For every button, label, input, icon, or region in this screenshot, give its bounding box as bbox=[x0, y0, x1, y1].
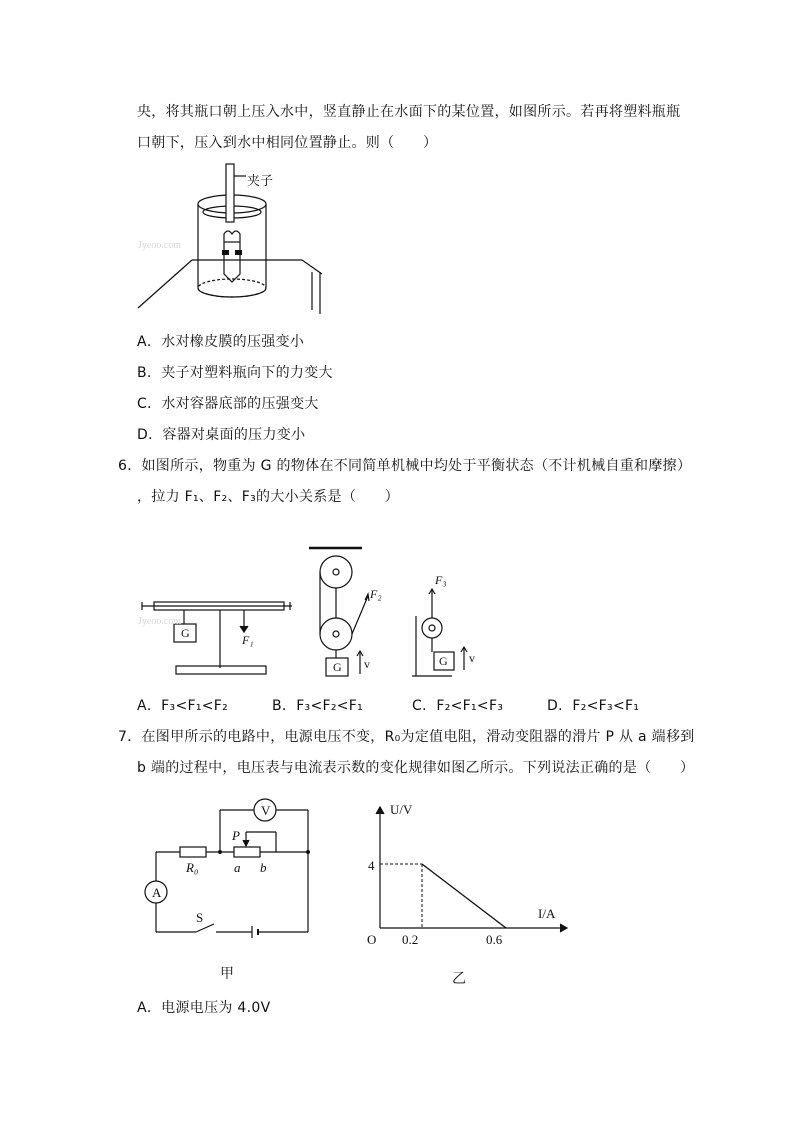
q7-option-a: A．电源电压为 4.0V bbox=[137, 1000, 271, 1016]
watermark-text-2: Jyeoo.com bbox=[138, 616, 182, 627]
q5-option-c: C．水对容器底部的压强变大 bbox=[137, 396, 319, 412]
q6-text-line1: 6．如图所示，物重为 G 的物体在不同简单机械中均处于平衡状态（不计机械自重和摩擦） bbox=[118, 458, 692, 474]
switch-label: S bbox=[196, 910, 204, 925]
q5-option-a: A．水对橡皮膜的压强变小 bbox=[137, 334, 305, 350]
series-line bbox=[422, 864, 506, 928]
q6-pulley-v-label: v bbox=[469, 651, 475, 665]
resistor-label: R₀ bbox=[186, 860, 199, 875]
q6-text-line2: ，拉力 F₁、F₂、F₃的大小关系是（ ） bbox=[137, 489, 400, 505]
q6-f1-label: F₁ bbox=[242, 633, 254, 647]
end-a-label: a bbox=[234, 860, 241, 875]
q6-block-weight-label: G bbox=[333, 660, 342, 674]
x-tick-label-2: 0.6 bbox=[486, 932, 503, 947]
q6-block-v-label: v bbox=[364, 657, 370, 671]
q6-machines-figure bbox=[134, 540, 494, 690]
x-tick-label-1: 0.2 bbox=[402, 932, 419, 947]
ammeter-label: A bbox=[152, 885, 162, 900]
q6-option-c: C．F₂<F₁<F₃ bbox=[412, 698, 504, 714]
q5-text-line2: 口朝下，压入到水中相同位置静止。则（ ） bbox=[137, 135, 438, 151]
voltmeter-label: V bbox=[261, 803, 271, 818]
y-tick-label: 4 bbox=[368, 858, 375, 873]
q7-text-line1: 7．在图甲所示的电路中，电源电压不变，R₀为定值电阻，滑动变阻器的滑片 P 从 a 端移到 bbox=[118, 729, 695, 745]
end-b-label: b bbox=[260, 860, 267, 875]
q5-option-b: B．夹子对塑料瓶向下的力变大 bbox=[137, 365, 333, 381]
q5-option-d: D．容器对桌面的压力变小 bbox=[137, 427, 306, 443]
x-axis-label: I/A bbox=[538, 906, 556, 921]
q6-option-a: A．F₃<F₁<F₂ bbox=[137, 698, 229, 714]
slider-label: P bbox=[232, 828, 240, 843]
q7-circuit-caption: 甲 bbox=[220, 966, 234, 982]
origin-label: O bbox=[367, 932, 377, 947]
q7-graph-caption: 乙 bbox=[452, 971, 466, 987]
q7-text-line2: b 端的过程中，电压表与电流表示数的变化规律如图乙所示。下列说法正确的是（ ） bbox=[137, 760, 695, 776]
q5-text-line1: 央，将其瓶口朝上压入水中，竖直静止在水面下的某位置，如图所示。若再将塑料瓶瓶 bbox=[137, 104, 681, 120]
q7-ui-graph bbox=[360, 800, 580, 950]
q5-bottle-figure bbox=[134, 162, 334, 322]
q6-pulley-weight-label: G bbox=[439, 654, 448, 668]
q5-clip-label: 夹子 bbox=[247, 174, 274, 189]
q7-circuit-diagram bbox=[140, 790, 330, 950]
y-axis-label: U/V bbox=[390, 802, 413, 817]
q6-f2-label: F₂ bbox=[370, 587, 382, 601]
q6-option-b: B．F₃<F₂<F₁ bbox=[272, 698, 364, 714]
q6-lever-weight-label: G bbox=[181, 626, 190, 640]
watermark-text: Jyeoo.com bbox=[138, 240, 182, 251]
q6-option-d: D．F₂<F₃<F₁ bbox=[547, 698, 640, 714]
q6-f3-label: F₃ bbox=[435, 573, 447, 587]
